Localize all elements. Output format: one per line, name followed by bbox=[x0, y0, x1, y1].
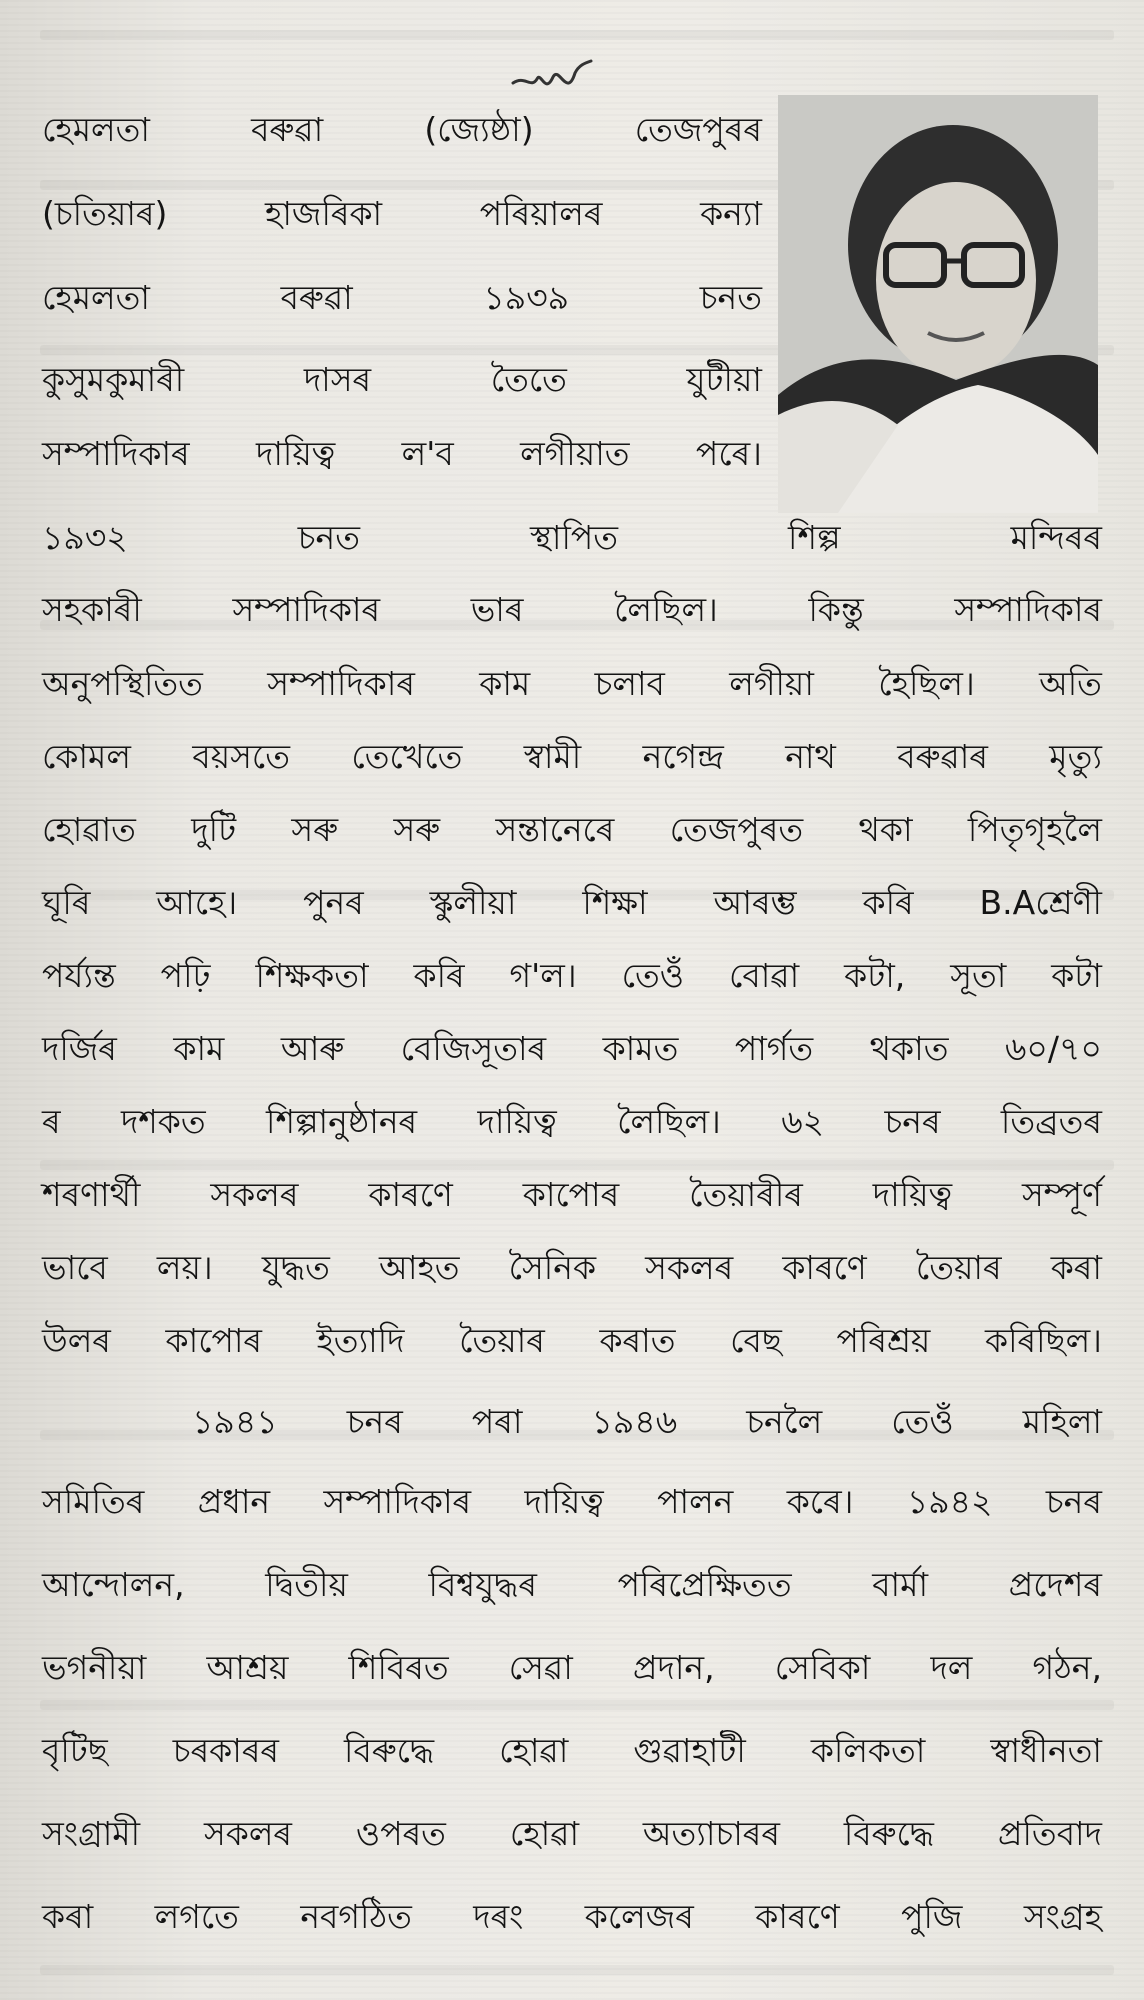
word: আশ্ৰয় bbox=[206, 1648, 289, 1687]
word: বয়সতে bbox=[192, 737, 290, 776]
word: ওপৰত bbox=[355, 1814, 446, 1853]
text-line bbox=[42, 108, 762, 152]
word: অতি bbox=[1039, 664, 1102, 703]
word: কলিকতা bbox=[810, 1731, 926, 1770]
text-line bbox=[42, 1400, 1102, 1444]
text-line bbox=[42, 1563, 1102, 1607]
word: পুজি bbox=[901, 1897, 963, 1936]
word: পৰে। bbox=[695, 434, 762, 473]
word: কোমল bbox=[42, 737, 131, 776]
word: কৰি bbox=[413, 956, 465, 995]
word: সমিতিৰ bbox=[42, 1482, 145, 1521]
word: শিক্ষকতা bbox=[255, 956, 369, 995]
word: লয়। bbox=[156, 1248, 213, 1287]
word: সৰু bbox=[291, 810, 339, 849]
word: থকাত bbox=[869, 1029, 949, 1068]
text-line bbox=[42, 1812, 1102, 1856]
text-line bbox=[42, 1100, 1102, 1144]
word: মন্দিৰৰ bbox=[1010, 518, 1102, 557]
word: দাসৰ bbox=[303, 360, 372, 399]
text-line bbox=[42, 1246, 1102, 1290]
word: তেখেতে bbox=[351, 737, 463, 776]
word: কৰে। bbox=[786, 1482, 854, 1521]
word: হোৱাত bbox=[42, 810, 136, 849]
word: ১৯৩২ bbox=[42, 518, 128, 557]
text-line bbox=[42, 192, 762, 236]
word: কৰাত bbox=[599, 1321, 676, 1360]
word: স্বাধীনতা bbox=[990, 1731, 1102, 1770]
word: দায়িত্ব bbox=[477, 1102, 557, 1141]
word: কিন্তু bbox=[808, 590, 864, 629]
word: (চতিয়াৰ) bbox=[42, 194, 168, 233]
word: দায়িত্ব bbox=[872, 1175, 953, 1214]
word: কৰা bbox=[42, 1897, 94, 1936]
word: সেৱা bbox=[508, 1648, 573, 1687]
word: প্ৰধান bbox=[197, 1482, 271, 1521]
word: থকা bbox=[858, 810, 913, 849]
word: কন্যা bbox=[700, 194, 762, 233]
word: তৈয়াৰ bbox=[915, 1248, 1002, 1287]
word: বৰুৱা bbox=[280, 278, 353, 317]
word: পৰা bbox=[471, 1402, 523, 1441]
word: প্ৰদেশৰ bbox=[1008, 1565, 1102, 1604]
word: শিক্ষা bbox=[582, 883, 648, 922]
word: অনুপস্থিতিত bbox=[42, 664, 203, 703]
word: দশকত bbox=[120, 1102, 206, 1141]
word: কাৰণে bbox=[368, 1175, 453, 1214]
word: বৰুৱাৰ bbox=[897, 737, 988, 776]
portrait-photo bbox=[778, 95, 1098, 513]
word: সৰু bbox=[393, 810, 441, 849]
word: B.Aশ্ৰেণী bbox=[979, 883, 1102, 922]
bleed-through bbox=[40, 1700, 1114, 1710]
word: তেওঁ bbox=[621, 956, 685, 995]
word: সম্পাদিকাৰ bbox=[267, 664, 415, 703]
word: ১৯৪৬ bbox=[591, 1402, 678, 1441]
word: সম্পূৰ্ণ bbox=[1021, 1175, 1102, 1214]
text-line bbox=[42, 432, 762, 476]
text-line bbox=[42, 735, 1102, 779]
word: ল'ব bbox=[401, 434, 454, 473]
word: পালন bbox=[657, 1482, 734, 1521]
word: দৰং bbox=[473, 1897, 524, 1936]
word: ভগনীয়া bbox=[42, 1648, 147, 1687]
word: বিৰুদ্ধে bbox=[344, 1731, 435, 1770]
text-line bbox=[42, 276, 762, 320]
word: বাৰ্মা bbox=[872, 1565, 929, 1604]
word: দল bbox=[930, 1648, 973, 1687]
word: সকলৰ bbox=[645, 1248, 734, 1287]
word: হাজৰিকা bbox=[265, 194, 383, 233]
word: যুদ্ধত bbox=[261, 1248, 330, 1287]
word: বিশ্বযুদ্ধৰ bbox=[428, 1565, 537, 1604]
word: কৰি bbox=[862, 883, 914, 922]
word: পৰিপ্ৰেক্ষিতত bbox=[617, 1565, 792, 1604]
word: পৰ্য্যন্ত bbox=[42, 956, 116, 995]
word: গুৱাহাটী bbox=[633, 1731, 746, 1770]
word: বৃটিছ bbox=[42, 1731, 108, 1770]
word: নাথ bbox=[785, 737, 836, 776]
word: শিবিৰত bbox=[348, 1648, 449, 1687]
word: লগীয়া bbox=[729, 664, 814, 703]
bleed-through bbox=[40, 1160, 1114, 1170]
word: সেবিকা bbox=[774, 1648, 871, 1687]
word: দুটি bbox=[191, 810, 237, 849]
word: কাপোৰ bbox=[522, 1175, 620, 1214]
word: (জ্যেষ্ঠা) bbox=[424, 110, 534, 149]
word: দ্বিতীয় bbox=[265, 1565, 348, 1604]
word: বৰুৱা bbox=[251, 110, 324, 149]
bleed-through bbox=[40, 30, 1114, 40]
word: সংগ্ৰামী bbox=[42, 1814, 141, 1853]
word: ৰ bbox=[42, 1102, 61, 1141]
word: চনৰ bbox=[346, 1402, 403, 1441]
word: সম্পাদিকাৰ bbox=[954, 590, 1102, 629]
text-line bbox=[42, 516, 1102, 560]
word: সম্পাদিকাৰ bbox=[232, 590, 381, 629]
word: পৰিশ্ৰয় bbox=[836, 1321, 931, 1360]
word: সংগ্ৰহ bbox=[1023, 1897, 1102, 1936]
text-line bbox=[42, 588, 1102, 632]
word: দায়িত্ব bbox=[524, 1482, 604, 1521]
word: কাৰণে bbox=[755, 1897, 840, 1936]
word: ১৯৩৯ bbox=[483, 278, 570, 317]
word: পঢ়ি bbox=[160, 956, 211, 995]
word: বোৱা bbox=[728, 956, 800, 995]
word: ৬০/৭০ bbox=[1004, 1029, 1102, 1068]
text-line bbox=[42, 662, 1102, 706]
word: গ'ল। bbox=[509, 956, 577, 995]
word: লগীয়াত bbox=[520, 434, 630, 473]
word: চনত bbox=[699, 278, 762, 317]
word: সৈনিক bbox=[508, 1248, 597, 1287]
text-line bbox=[42, 1729, 1102, 1773]
word: তৈয়াৰীৰ bbox=[689, 1175, 803, 1214]
word: ঘূৰি bbox=[42, 883, 91, 922]
word: আৰম্ভ bbox=[713, 883, 797, 922]
word: তিব্ৰতৰ bbox=[1000, 1102, 1102, 1141]
text-line bbox=[42, 1319, 1102, 1363]
word: বিৰুদ্ধে bbox=[843, 1814, 934, 1853]
word: আন্দোলন, bbox=[42, 1565, 185, 1604]
word: প্ৰতিবাদ bbox=[997, 1814, 1102, 1853]
word: আহত bbox=[378, 1248, 460, 1287]
word: পাৰ্গত bbox=[734, 1029, 814, 1068]
word: দায়িত্ব bbox=[256, 434, 336, 473]
word: কটা, bbox=[844, 956, 906, 995]
word: চলাব bbox=[594, 664, 665, 703]
pen-mark bbox=[505, 55, 595, 115]
text-line bbox=[42, 1173, 1102, 1217]
word: পিতৃগৃহলৈ bbox=[967, 810, 1102, 849]
word: কৰা bbox=[1050, 1248, 1102, 1287]
word: বেজিসূতাৰ bbox=[400, 1029, 547, 1068]
text-line bbox=[42, 1027, 1102, 1071]
word: কাম bbox=[173, 1029, 225, 1068]
word: হোৱা bbox=[499, 1731, 569, 1770]
word: তৈতে bbox=[490, 360, 567, 399]
word: মৃত্যু bbox=[1049, 737, 1102, 776]
text-line bbox=[42, 808, 1102, 852]
word: তেজপুৰত bbox=[669, 810, 804, 849]
word: ভাৰ bbox=[470, 590, 524, 629]
word: শৰণাৰ্থী bbox=[42, 1175, 141, 1214]
word: অত্যাচাৰৰ bbox=[642, 1814, 780, 1853]
bleed-through bbox=[40, 1965, 1114, 1975]
word: ১৯৪১ bbox=[192, 1402, 278, 1441]
word: পৰিয়ালৰ bbox=[479, 194, 603, 233]
word: কাপোৰ bbox=[165, 1321, 262, 1360]
word: আৰু bbox=[280, 1029, 345, 1068]
word: চনৰ bbox=[884, 1102, 941, 1141]
word: কামত bbox=[602, 1029, 679, 1068]
word: সকলৰ bbox=[210, 1175, 299, 1214]
word: কুসুমকুমাৰী bbox=[42, 360, 185, 399]
word: লৈছিল। bbox=[614, 590, 718, 629]
word: কটা bbox=[1051, 956, 1102, 995]
text-line bbox=[42, 358, 762, 402]
word: বেছ bbox=[730, 1321, 782, 1360]
word: আহে। bbox=[156, 883, 238, 922]
word: লগতে bbox=[154, 1897, 239, 1936]
word: সন্তানেৰে bbox=[495, 810, 615, 849]
word: গঠন, bbox=[1032, 1648, 1102, 1687]
word: দৰ্জিৰ bbox=[42, 1029, 117, 1068]
word: কাম bbox=[479, 664, 531, 703]
word: শিল্প bbox=[788, 518, 841, 557]
text-line bbox=[42, 1895, 1102, 1939]
word: সহকাৰী bbox=[42, 590, 142, 629]
word: তেওঁ bbox=[891, 1402, 954, 1441]
word: ইত্যাদি bbox=[316, 1321, 405, 1360]
word: মহিলা bbox=[1022, 1402, 1102, 1441]
word: তেজপুৰৰ bbox=[634, 110, 762, 149]
word: হোৱা bbox=[509, 1814, 580, 1853]
word: নবগঠিত bbox=[300, 1897, 412, 1936]
word: প্ৰদান, bbox=[632, 1648, 715, 1687]
word: কাৰণে bbox=[782, 1248, 867, 1287]
word: কলেজৰ bbox=[584, 1897, 694, 1936]
text-line bbox=[42, 1646, 1102, 1690]
word: চৰকাৰৰ bbox=[172, 1731, 280, 1770]
word: সূতা bbox=[950, 956, 1007, 995]
word: তৈয়াৰ bbox=[459, 1321, 545, 1360]
word: চনলৈ bbox=[746, 1402, 823, 1441]
word: হৈছিল। bbox=[878, 664, 975, 703]
word: সকলৰ bbox=[203, 1814, 293, 1853]
word: হেমলতা bbox=[42, 278, 150, 317]
word: ১৯৪২ bbox=[906, 1482, 993, 1521]
word: সম্পাদিকাৰ bbox=[323, 1482, 472, 1521]
word: চনত bbox=[297, 518, 361, 557]
word: উলৰ bbox=[42, 1321, 111, 1360]
word: লৈছিল। bbox=[617, 1102, 721, 1141]
word: সম্পাদিকাৰ bbox=[42, 434, 190, 473]
text-line bbox=[42, 1480, 1102, 1524]
word: যুটীয়া bbox=[686, 360, 762, 399]
word: স্কুলীয়া bbox=[429, 883, 517, 922]
word: স্থাপিত bbox=[530, 518, 619, 557]
word: ভাবে bbox=[42, 1248, 108, 1287]
word: কৰিছিল। bbox=[985, 1321, 1102, 1360]
word: নগেন্দ্ৰ bbox=[642, 737, 724, 776]
word: শিল্পানুষ্ঠানৰ bbox=[266, 1102, 418, 1141]
word: পুনৰ bbox=[303, 883, 364, 922]
word: চনৰ bbox=[1045, 1482, 1102, 1521]
word: ৬২ bbox=[781, 1102, 825, 1141]
text-line bbox=[42, 954, 1102, 998]
word: হেমলতা bbox=[42, 110, 150, 149]
word: স্বামী bbox=[523, 737, 582, 776]
text-line bbox=[42, 881, 1102, 925]
